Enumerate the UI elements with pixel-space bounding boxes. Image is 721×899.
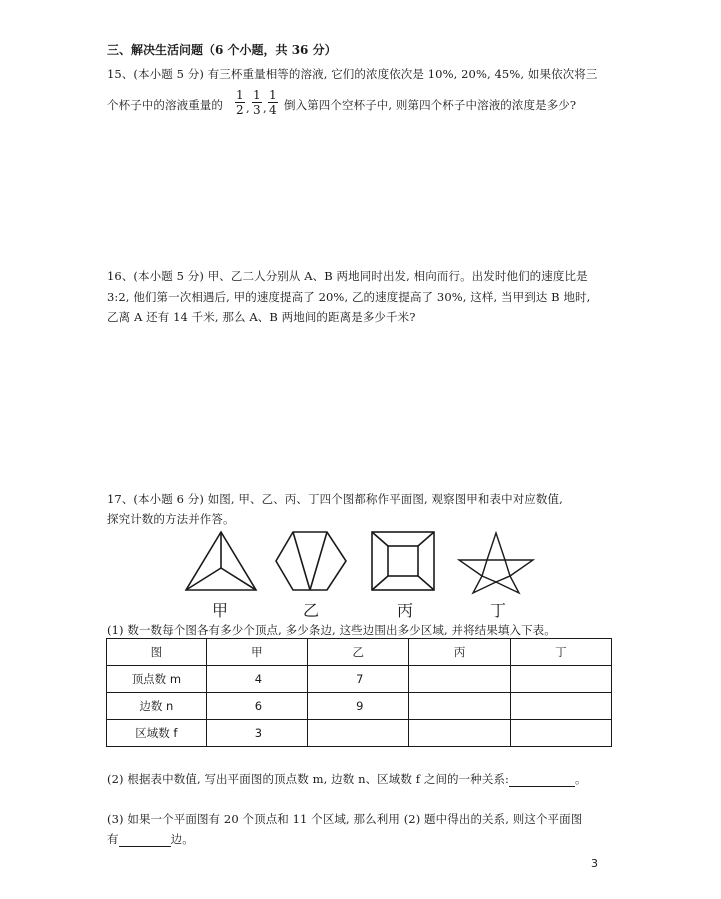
table-header-row	[107, 639, 612, 666]
section-title: 三、解决生活问题（6 个小题，共 36 分）	[107, 43, 337, 57]
figure-ding	[459, 533, 533, 593]
fraction-denominator: 4	[269, 103, 277, 117]
table-cell	[409, 693, 510, 720]
table-header-cell: 丁	[510, 639, 611, 666]
table-cell	[510, 666, 611, 693]
table-cell	[510, 720, 611, 747]
q17-part1: (1) 数一数每个图各有多少个顶点, 多少条边, 这些边围出多少区域, 并将结果填入下表。	[107, 623, 556, 637]
figure-label-bing: 丙	[397, 601, 414, 620]
count-table	[106, 638, 612, 747]
table-cell	[308, 720, 409, 747]
answer-blank-relation[interactable]	[509, 772, 575, 787]
table-row-label: 边数 n	[107, 693, 207, 720]
table-row	[107, 666, 612, 693]
fraction-numerator: 1	[236, 88, 244, 102]
figure-bing	[372, 532, 434, 590]
q17-part3-line1: (3) 如果一个平面图有 20 个顶点和 11 个区域, 那么利用 (2) 题中得出的关系, 则这个平面图	[107, 812, 583, 826]
figure-label-yi: 乙	[303, 601, 320, 620]
q15-line2-prefix: 个杯子中的溶液重量的	[107, 98, 223, 112]
q16-line3: 乙离 A 还有 14 千米, 那么 A、B 两地间的距离是多少千米?	[107, 310, 416, 324]
table-cell: 3	[206, 720, 307, 747]
table-cell	[510, 693, 611, 720]
table-row	[107, 693, 612, 720]
q15-fraction-1	[235, 88, 245, 117]
figure-label-ding: 丁	[490, 601, 507, 620]
table-cell: 4	[206, 666, 307, 693]
table-cell	[409, 720, 510, 747]
q17-part3-suffix: 边。	[170, 832, 194, 846]
figure-yi	[276, 532, 346, 590]
q17-line1: 17、(本小题 6 分) 如图, 甲、乙、丙、丁四个图都称作平面图, 观察图甲和表中对应数值,	[107, 492, 563, 506]
table-header-cell: 丙	[409, 639, 510, 666]
q16-line2: 3:2, 他们第一次相遇后, 甲的速度提高了 20%, 乙的速度提高了 30%, 这样, 当甲到达 B 地时,	[107, 290, 591, 304]
figure-jia	[186, 532, 256, 590]
fraction-numerator: 1	[253, 88, 261, 102]
planar-figures	[180, 528, 550, 598]
q15-line2-suffix: 倒入第四个空杯子中, 则第四个杯子中溶液的浓度是多少?	[284, 98, 577, 112]
figure-label-jia: 甲	[212, 601, 229, 620]
q15-line1: 15、(本小题 5 分) 有三杯重量相等的溶液, 它们的浓度依次是 10%, 20%, 45%, 如果依次将三	[107, 67, 598, 81]
q17-part2-end: 。	[575, 772, 587, 786]
table-header-cell: 乙	[308, 639, 409, 666]
table-header-cell: 甲	[206, 639, 307, 666]
q15-comma-1: ,	[246, 101, 250, 115]
fraction-denominator: 2	[236, 103, 244, 117]
q16-line1: 16、(本小题 5 分) 甲、乙二人分别从 A、B 两地同时出发, 相向而行。出发时他们的速度比是	[107, 269, 588, 283]
table-cell: 7	[308, 666, 409, 693]
q15-fraction-3	[268, 88, 278, 117]
fraction-denominator: 3	[253, 103, 261, 117]
q15-fraction-2	[252, 88, 262, 117]
q15-comma-2: ,	[263, 101, 267, 115]
page-number: 3	[591, 857, 598, 870]
q17-part2-line	[107, 771, 587, 787]
q17-line2: 探究计数的方法并作答。	[107, 512, 235, 526]
q17-part3-prefix: 有	[107, 832, 119, 846]
table-header-cell: 图	[107, 639, 207, 666]
q17-part2-text: (2) 根据表中数值, 写出平面图的顶点数 m, 边数 n、区域数 f 之间的一种关系:	[107, 772, 510, 786]
table-cell: 6	[206, 693, 307, 720]
table-row-label: 顶点数 m	[107, 666, 207, 693]
table-cell: 9	[308, 693, 409, 720]
table-cell	[409, 666, 510, 693]
table-row	[107, 720, 612, 747]
table-row-label: 区域数 f	[107, 720, 207, 747]
answer-blank-edges[interactable]	[119, 832, 171, 847]
fraction-numerator: 1	[269, 88, 277, 102]
q17-part3-line2	[107, 831, 194, 847]
